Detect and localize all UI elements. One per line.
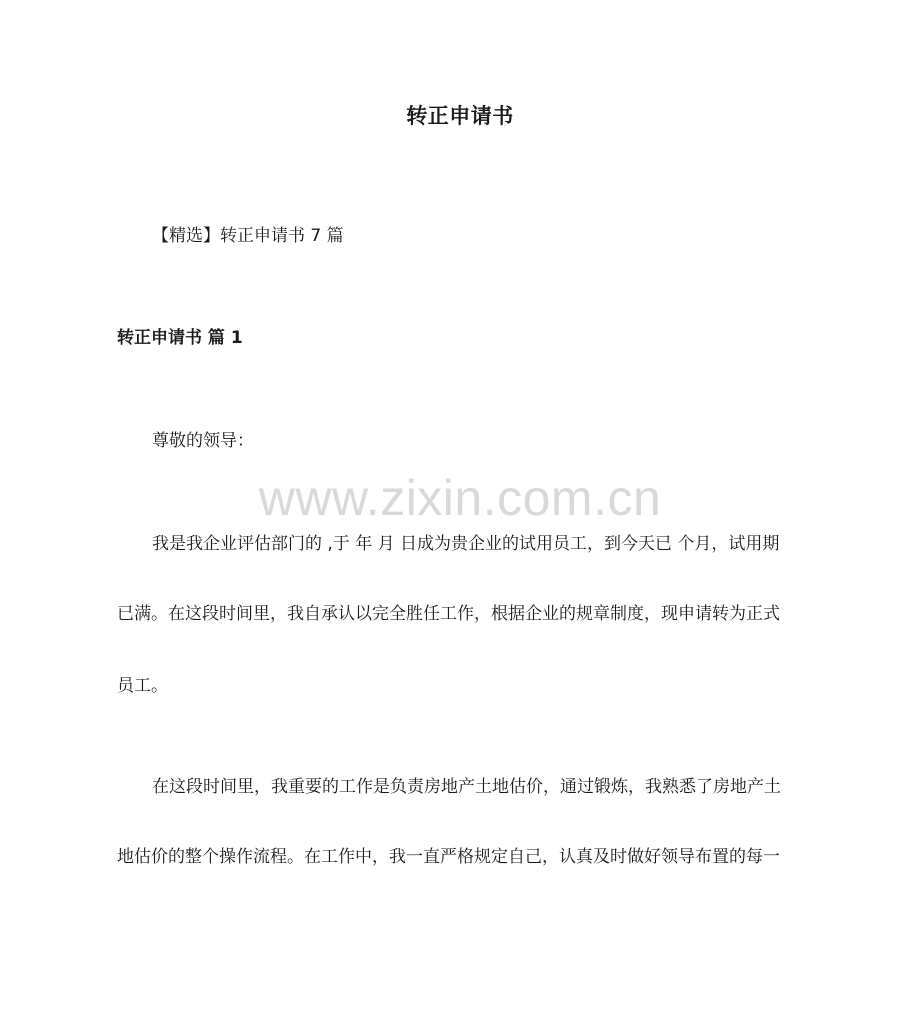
- paragraph2-line2: 地估价的整个操作流程。在工作中，我一直严格规定自己，认真及时做好领导布置的每一: [117, 847, 780, 867]
- watermark: www.zixin.com.cn: [258, 470, 662, 526]
- document-subtitle: 【精选】转正申请书 7 篇: [152, 226, 344, 246]
- document-title: 转正申请书: [406, 104, 514, 128]
- paragraph1-line3: 员工。: [117, 676, 168, 696]
- paragraph2-line1: 在这段时间里，我重要的工作是负责房地产土地估价，通过锻炼，我熟悉了房地产土: [152, 777, 781, 797]
- paragraph1-line1: 我是我企业评估部门的 ,于 年 月 日成为贵企业的试用员工，到今天已 个月，试用期: [152, 534, 780, 554]
- paragraph1-line2: 已满。在这段时间里，我自承认以完全胜任工作，根据企业的规章制度，现申请转为正式: [117, 604, 780, 624]
- section-heading: 转正申请书 篇 1: [117, 328, 243, 348]
- salutation: 尊敬的领导：: [152, 431, 254, 451]
